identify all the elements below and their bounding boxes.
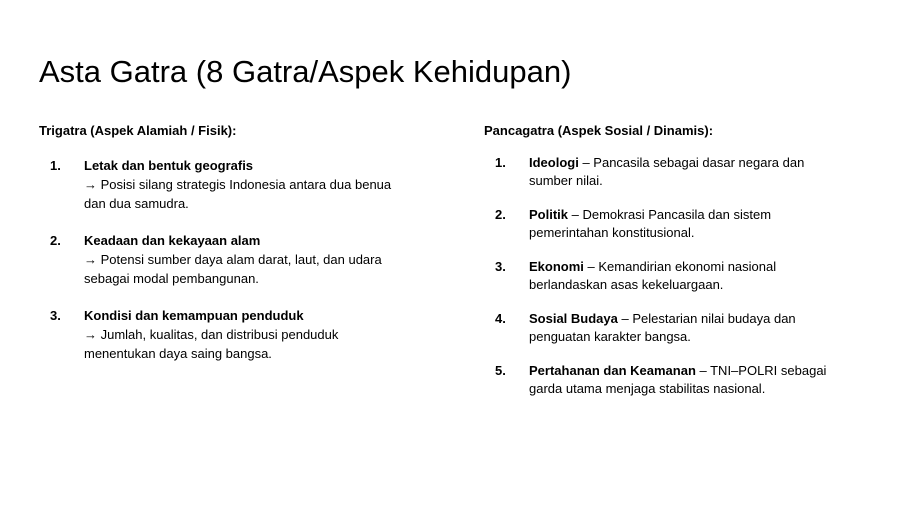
item-title: Letak dan bentuk geografis	[84, 158, 254, 173]
item-description: – Kemandirian ekonomi nasional	[583, 259, 777, 274]
item-first-line	[529, 258, 874, 276]
item-first-line	[529, 310, 874, 328]
item-description: – Pelestarian nilai budaya dan	[617, 311, 796, 326]
item-number: 5.	[495, 363, 506, 378]
list-item	[484, 206, 874, 242]
trigatra-heading: Trigatra (Aspek Alamiah / Fisik):	[39, 123, 237, 138]
item-description: → Jumlah, kualitas, dan distribusi penduduk	[84, 327, 339, 342]
item-title: Sosial Budaya	[529, 311, 618, 326]
item-description: – Demokrasi Pancasila dan sistem	[568, 207, 772, 222]
item-first-line	[529, 154, 874, 172]
item-title: Ideologi	[529, 155, 579, 170]
item-description: → Potensi sumber daya alam darat, laut, dan udara	[84, 252, 382, 267]
item-description-continued: menentukan daya saing bangsa.	[84, 346, 272, 361]
trigatra-column	[39, 122, 429, 381]
item-number: 3.	[50, 308, 61, 323]
list-item	[39, 156, 429, 213]
item-title: Keadaan dan kekayaan alam	[84, 233, 261, 248]
pancagatra-heading: Pancagatra (Aspek Sosial / Dinamis):	[484, 123, 714, 138]
list-item	[484, 310, 874, 346]
item-first-line	[529, 362, 874, 380]
item-number: 1.	[50, 158, 61, 173]
item-first-line	[529, 206, 874, 224]
list-item	[39, 231, 429, 288]
item-number: 3.	[495, 259, 506, 274]
list-item	[484, 258, 874, 294]
item-title: Kondisi dan kemampuan penduduk	[84, 308, 304, 323]
item-number: 4.	[495, 311, 506, 326]
slide-title: Asta Gatra (8 Gatra/Aspek Kehidupan)	[39, 54, 572, 89]
pancagatra-column	[484, 122, 874, 414]
item-title: Ekonomi	[529, 259, 584, 274]
item-description-continued: penguatan karakter bangsa.	[529, 329, 691, 344]
item-description-continued: sumber nilai.	[529, 173, 603, 188]
item-description: – Pancasila sebagai dasar negara dan	[578, 155, 805, 170]
item-number: 1.	[495, 155, 506, 170]
item-title: Politik	[529, 207, 569, 222]
pancagatra-list	[484, 154, 874, 398]
item-number: 2.	[495, 207, 506, 222]
item-description: → Posisi silang strategis Indonesia antara dua benua	[84, 177, 392, 192]
trigatra-list	[39, 156, 429, 363]
list-item	[484, 362, 874, 398]
list-item	[484, 154, 874, 190]
item-description-continued: sebagai modal pembangunan.	[84, 271, 259, 286]
item-title: Pertahanan dan Keamanan	[529, 363, 696, 378]
item-number: 2.	[50, 233, 61, 248]
item-description-continued: berlandaskan asas kekeluargaan.	[529, 277, 724, 292]
item-description-continued: pemerintahan konstitusional.	[529, 225, 695, 240]
item-description-continued: dan dua samudra.	[84, 196, 189, 211]
list-item	[39, 306, 429, 363]
item-description: – TNI–POLRI sebagai	[695, 363, 827, 378]
item-description-continued: garda utama menjaga stabilitas nasional.	[529, 381, 766, 396]
